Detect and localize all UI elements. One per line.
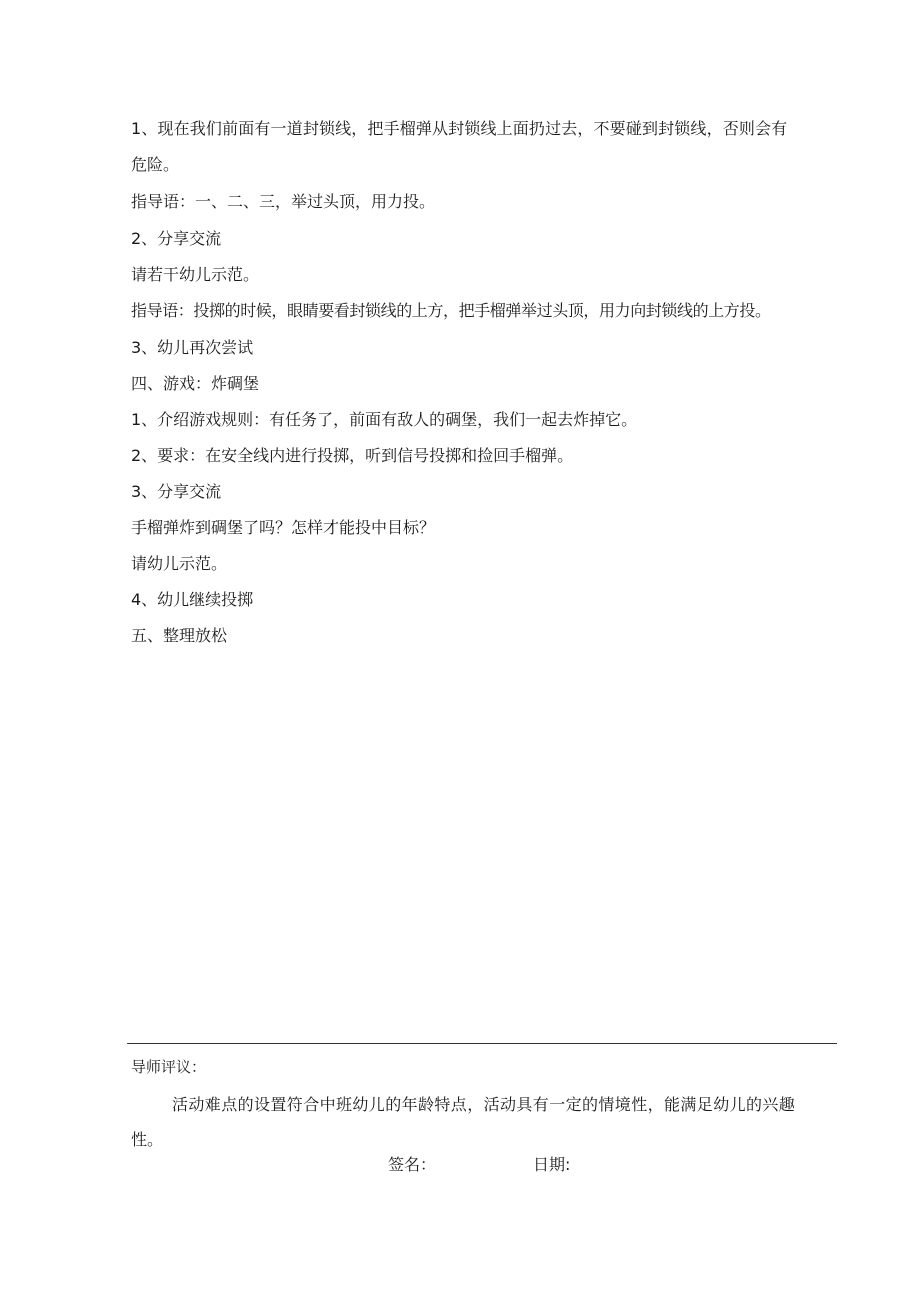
date-label: 日期: [533, 1155, 571, 1174]
content-line: 危险。 [131, 155, 180, 174]
review-comment-line: 活动难点的设置符合中班幼儿的年龄特点，活动具有一定的情境性，能满足幼儿的兴趣 [172, 1095, 796, 1114]
content-line: 2、分享交流 [131, 229, 222, 248]
content-line: 请幼儿示范。 [131, 554, 228, 573]
content-line: 4、幼儿继续投掷 [131, 590, 254, 609]
content-line: 指导语：一、二、三，举过头顶，用力投。 [131, 192, 436, 211]
review-heading: 导师评议： [131, 1058, 207, 1076]
content-line: 3、分享交流 [131, 482, 222, 501]
content-line: 请若干幼儿示范。 [131, 265, 260, 284]
section-divider [127, 1043, 837, 1044]
review-comment-line: 性。 [131, 1130, 164, 1149]
content-line: 指导语：投掷的时候，眼睛要看封锁线的上方，把手榴弹举过头顶，用力向封锁线的上方投。 [131, 301, 771, 320]
content-line: 1、介绍游戏规则：有任务了，前面有敌人的碉堡，我们一起去炸掉它。 [131, 410, 638, 429]
content-line: 五、整理放松 [131, 626, 228, 645]
content-line: 3、幼儿再次尝试 [131, 338, 254, 357]
signature-label: 签名： [388, 1155, 437, 1174]
content-line: 手榴弹炸到碉堡了吗？怎样才能投中目标？ [131, 518, 436, 537]
content-line: 1、现在我们前面有一道封锁线，把手榴弹从封锁线上面扔过去，不要碰到封锁线，否则会有 [131, 119, 788, 138]
content-line: 四、游戏：炸碉堡 [131, 374, 260, 393]
content-line: 2、要求：在安全线内进行投掷，听到信号投掷和捡回手榴弹。 [131, 446, 574, 465]
